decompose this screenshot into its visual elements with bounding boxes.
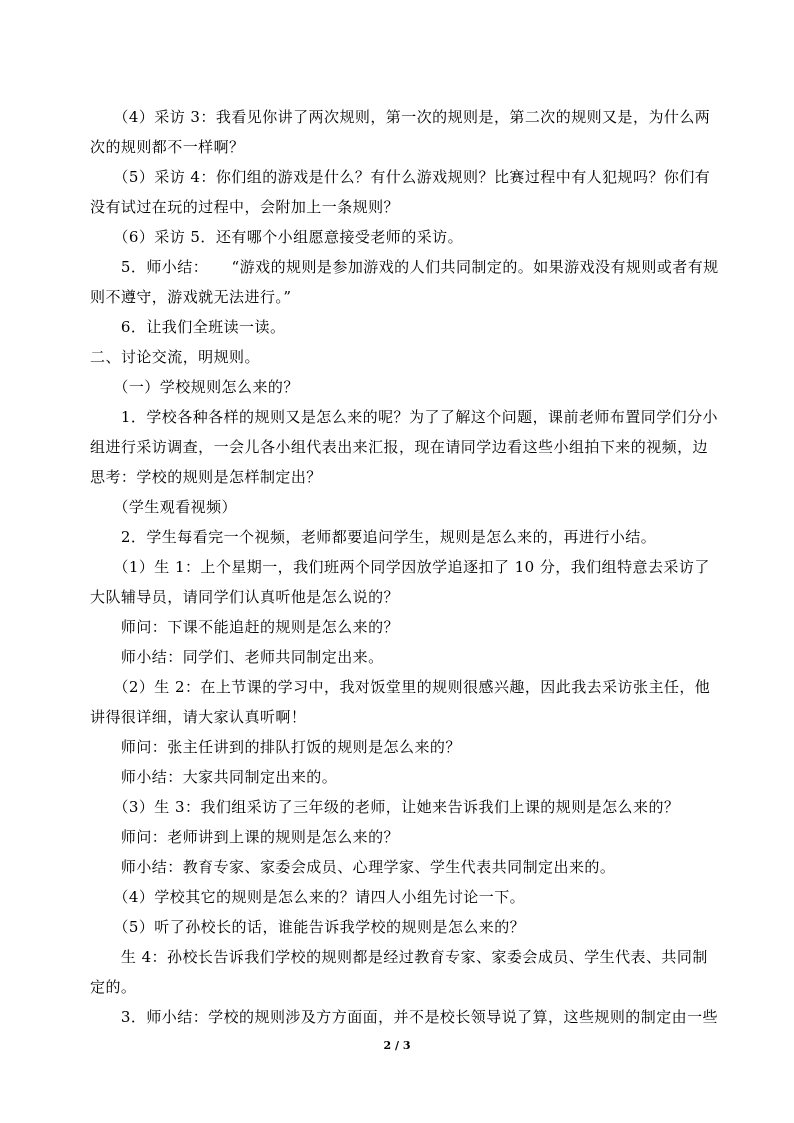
text-line: （4）采访 3：我看见你讲了两次规则，第一次的规则是，第二次的规则又是，为什么两	[90, 108, 711, 126]
text-line: 大队辅导员，请同学们认真听他是怎么说的？	[90, 588, 400, 606]
text-line: 次的规则都不一样啊？	[90, 138, 245, 156]
document-body	[90, 102, 724, 1032]
text-line: 组进行采访调查，一会儿各小组代表出来汇报，现在请同学边看这些小组拍下来的视频，边	[90, 438, 709, 456]
text-line: （1）生 1：上个星期一，我们班两个同学因放学追逐扣了 10 分，我们组特意去采访了	[90, 558, 710, 576]
text-line: 师小结：教育专家、家委会成员、心理学家、学生代表共同制定出来的。	[90, 858, 616, 876]
text-line: （2）生 2：在上节课的学习中，我对饭堂里的规则很感兴趣，因此我去采访张主任，他	[90, 678, 711, 696]
text-line: （学生观看视频）	[90, 498, 238, 516]
text-line: （3）生 3：我们组采访了三年级的老师，让她来告诉我们上课的规则是怎么来的？	[90, 798, 680, 816]
text-line: 6．让我们全班读一读。	[90, 318, 286, 336]
text-line: 定的。	[90, 978, 137, 996]
page-number: 2 / 3	[383, 1039, 411, 1052]
text-line: （4）学校其它的规则是怎么来的？请四人小组先讨论一下。	[90, 888, 526, 906]
text-line: 师小结：大家共同制定出来的。	[90, 768, 338, 786]
text-line: 师问：老师讲到上课的规则是怎么来的？	[90, 828, 400, 846]
text-line: 师问：下课不能追赶的规则是怎么来的？	[90, 618, 400, 636]
text-line: 1．学校各种各样的规则又是怎么来的呢？为了了解这个问题，课前老师布置同学们分小	[90, 408, 718, 426]
text-line: 生 4：孙校长告诉我们学校的规则都是经过教育专家、家委会成员、学生代表、共同制	[90, 948, 708, 966]
text-line: （6）采访 5．还有哪个小组愿意接受老师的采访。	[90, 228, 464, 246]
text-line: 2．学生每看完一个视频，老师都要追问学生，规则是怎么来的，再进行小结。	[90, 528, 657, 546]
section-heading: 二、讨论交流，明规则。	[90, 348, 260, 366]
text-line: （5）听了孙校长的话，谁能告诉我学校的规则是怎么来的？	[90, 918, 526, 936]
text-line: 思考：学校的规则是怎样制定出？	[90, 468, 322, 486]
text-line: 5．师小结： “游戏的规则是参加游戏的人们共同制定的。如果游戏没有规则或者有规	[90, 258, 719, 276]
text-line: 讲得很详细，请大家认真听啊！	[90, 708, 307, 726]
subsection-heading: （一）学校规则怎么来的？	[90, 378, 299, 396]
text-line: 则不遵守，游戏就无法进行。”	[90, 288, 292, 306]
text-line: 师问：张主任讲到的排队打饭的规则是怎么来的？	[90, 738, 461, 756]
text-line: （5）采访 4：你们组的游戏是什么？有什么游戏规则？比赛过程中有人犯规吗？你们有	[90, 168, 711, 186]
text-line: 师小结：同学们、老师共同制定出来。	[90, 648, 384, 666]
text-line: 3．师小结：学校的规则涉及方方面面，并不是校长领导说了算，这些规则的制定由一些	[90, 1008, 718, 1026]
text-line: 没有试过在玩的过程中，会附加上一条规则？	[90, 198, 400, 216]
